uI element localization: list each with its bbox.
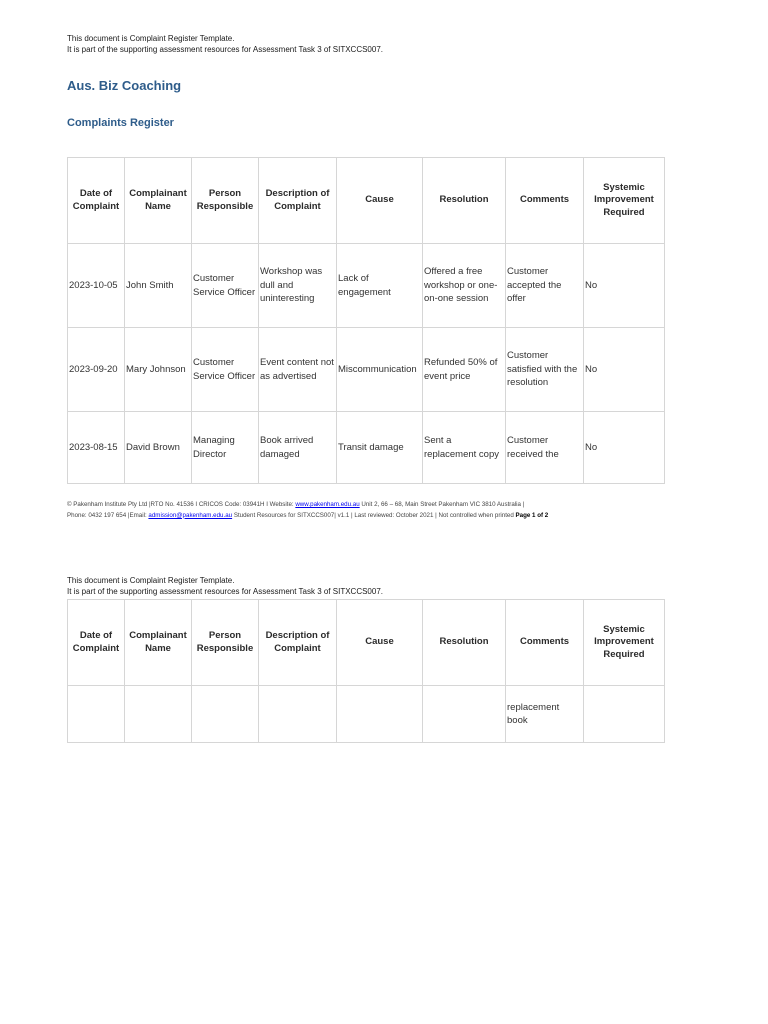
column-header: Date of Complaint (68, 158, 125, 244)
table-row (68, 244, 665, 328)
table-cell: Customer Service Officer (192, 328, 259, 412)
table-cell: No (584, 412, 665, 484)
table-cell: No (584, 328, 665, 412)
document-header-note-page-2 (67, 576, 383, 597)
column-header: Person Responsible (192, 158, 259, 244)
column-header: Systemic Improvement Required (584, 600, 665, 686)
table-header-row (68, 158, 665, 244)
table-cell: Refunded 50% of event price (423, 328, 506, 412)
footer-line-1-prefix: © Pakenham Institute Pty Ltd |RTO No. 41536 I CRICOS Code: 03941H I Website: (67, 501, 296, 508)
footer-line-2-prefix: Phone: 0432 197 654 |Email: (67, 511, 149, 519)
header-note-line-1: This document is Complaint Register Template. (67, 576, 235, 585)
table-cell: Mary Johnson (125, 328, 192, 412)
table-cell (68, 686, 125, 743)
table-cell: Customer accepted the offer (506, 244, 584, 328)
table-cell: No (584, 244, 665, 328)
table-cell: Lack of engagement (337, 244, 423, 328)
column-header: Cause (337, 600, 423, 686)
table-cell (423, 686, 506, 743)
page-footer (67, 500, 548, 521)
table-cell: David Brown (125, 412, 192, 484)
table-cell (337, 686, 423, 743)
column-header: Comments (506, 600, 584, 686)
organisation-name: Aus. Biz Coaching (67, 78, 182, 93)
table-cell (192, 686, 259, 743)
website-link[interactable]: www.pakenham.edu.au (295, 501, 360, 508)
table-row (68, 328, 665, 412)
table-cell: Workshop was dull and uninteresting (259, 244, 337, 328)
table-cell: 2023-08-15 (68, 412, 125, 484)
table-cell: Miscommunication (337, 328, 423, 412)
table-cell: Transit damage (337, 412, 423, 484)
table-header-row (68, 600, 665, 686)
page-number: Page 1 of 2 (515, 511, 549, 519)
email-link[interactable]: admission@pakenham.edu.au (148, 511, 233, 519)
table-cell (125, 686, 192, 743)
section-title: Complaints Register (67, 117, 174, 129)
column-header: Complainant Name (125, 600, 192, 686)
complaints-register-table (67, 157, 665, 484)
column-header: Comments (506, 158, 584, 244)
table-row (68, 412, 665, 484)
table-cell: 2023-10-05 (68, 244, 125, 328)
complaints-register-table-continued (67, 599, 665, 743)
table-cell (259, 686, 337, 743)
header-note-line-1: This document is Complaint Register Template. (67, 34, 235, 43)
table-row (68, 686, 665, 743)
column-header: Complainant Name (125, 158, 192, 244)
table-cell: 2023-09-20 (68, 328, 125, 412)
table-cell: Sent a replacement copy (423, 412, 506, 484)
header-note-line-2: It is part of the supporting assessment resources for Assessment Task 3 of SITXCCS007. (67, 586, 383, 596)
column-header: Person Responsible (192, 600, 259, 686)
footer-line-1-suffix: Unit 2, 66 – 68, Main Street Pakenham VIC 3810 Australia | (359, 501, 525, 508)
column-header: Systemic Improvement Required (584, 158, 665, 244)
document-header-note (67, 34, 383, 55)
table-cell: Customer satisfied with the resolution (506, 328, 584, 412)
column-header: Resolution (423, 158, 506, 244)
table-cell: Offered a free workshop or one-on-one session (423, 244, 506, 328)
footer-line-2-suffix: Student Resources for SITXCCS007| v1.1 | Last reviewed: October 2021 | Not controlled when printed (232, 511, 516, 519)
table-cell: Managing Director (192, 412, 259, 484)
column-header: Description of Complaint (259, 600, 337, 686)
table-cell: Customer received the (506, 412, 584, 484)
table-cell (584, 686, 665, 743)
table-cell: Book arrived damaged (259, 412, 337, 484)
table-cell: Customer Service Officer (192, 244, 259, 328)
table-cell: replacement book (506, 686, 584, 743)
column-header: Date of Complaint (68, 600, 125, 686)
column-header: Description of Complaint (259, 158, 337, 244)
column-header: Resolution (423, 600, 506, 686)
table-cell: John Smith (125, 244, 192, 328)
column-header: Cause (337, 158, 423, 244)
table-cell: Event content not as advertised (259, 328, 337, 412)
header-note-line-2: It is part of the supporting assessment resources for Assessment Task 3 of SITXCCS007. (67, 44, 383, 54)
